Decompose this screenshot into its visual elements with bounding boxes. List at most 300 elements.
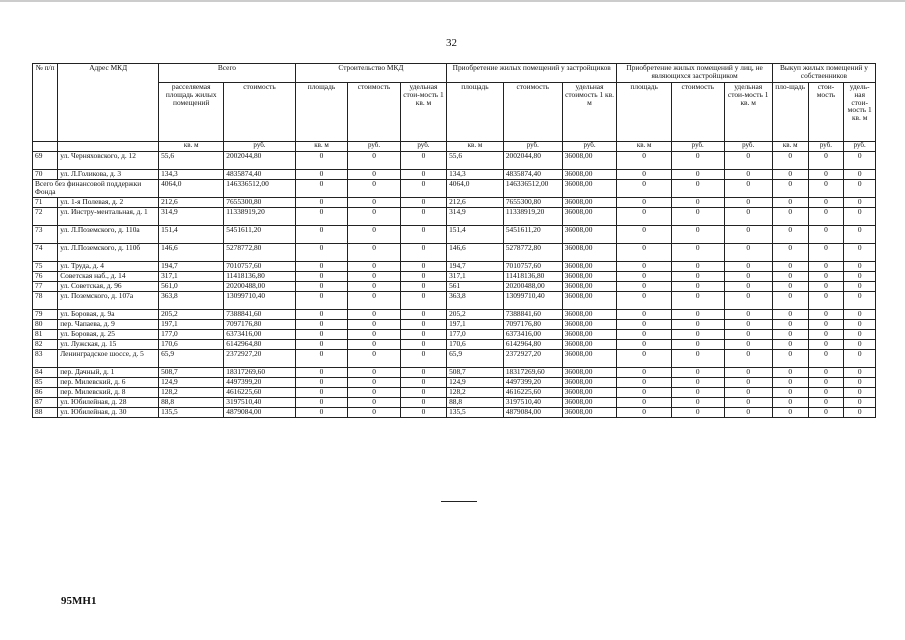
- cell-o3: 0: [724, 368, 772, 378]
- cell-o2: 0: [671, 180, 724, 198]
- cell-b1: 0: [772, 244, 808, 262]
- row-number: 72: [33, 208, 58, 226]
- header-acq-other: Приобретение жилых помещений у лиц, не являющихся застройщиком: [617, 64, 773, 83]
- cell-area: 194,7: [159, 262, 224, 272]
- cell-d3: 36008,00: [562, 340, 617, 350]
- cell-d2: 7097176,80: [503, 320, 562, 330]
- cell-c1: 0: [295, 408, 348, 418]
- subheader-cost: стоимость: [671, 83, 724, 142]
- header-address: Адрес МКД: [58, 64, 159, 142]
- cell-d2: 5278772,80: [503, 244, 562, 262]
- cell-o2: 0: [671, 226, 724, 244]
- cell-b3: 0: [844, 226, 876, 244]
- row-address: ул. Юбилейная, д. 28: [58, 398, 159, 408]
- cell-b2: 0: [808, 198, 844, 208]
- cell-o3: 0: [724, 272, 772, 282]
- cell-d3: 36008,00: [562, 180, 617, 198]
- cell-b1: 0: [772, 378, 808, 388]
- unit-sqm: кв. м: [447, 142, 504, 152]
- cell-b2: 0: [808, 272, 844, 282]
- cell-d3: 36008,00: [562, 330, 617, 340]
- row-address: пер. Милевский, д. 6: [58, 378, 159, 388]
- cell-c3: 0: [400, 170, 446, 180]
- cell-b1: 0: [772, 408, 808, 418]
- cell-d3: 36008,00: [562, 408, 617, 418]
- cell-area: 205,2: [159, 310, 224, 320]
- subheader-area: пло-щадь: [772, 83, 808, 142]
- row-address: пер. Чапаева, д. 9: [58, 320, 159, 330]
- cell-b2: 0: [808, 340, 844, 350]
- cell-o2: 0: [671, 388, 724, 398]
- cell-o1: 0: [617, 152, 672, 170]
- cell-o1: 0: [617, 320, 672, 330]
- cell-b1: 0: [772, 262, 808, 272]
- cell-c3: 0: [400, 282, 446, 292]
- cell-cost: 2002044,80: [224, 152, 295, 170]
- cell-b2: 0: [808, 262, 844, 272]
- cell-cost: 6142964,80: [224, 340, 295, 350]
- cell-o2: 0: [671, 378, 724, 388]
- cell-o3: 0: [724, 408, 772, 418]
- cell-o2: 0: [671, 368, 724, 378]
- cell-c3: 0: [400, 368, 446, 378]
- table-row: [33, 330, 876, 340]
- cell-c3: 0: [400, 330, 446, 340]
- row-address: ул. Черняховского, д. 12: [58, 152, 159, 170]
- subheader-area: площадь: [295, 83, 348, 142]
- cell-d2: 18317269,60: [503, 368, 562, 378]
- cell-c1: 0: [295, 170, 348, 180]
- cell-b1: 0: [772, 368, 808, 378]
- cell-d3: 36008,00: [562, 378, 617, 388]
- cell-c3: 0: [400, 350, 446, 368]
- row-address: пер. Дачный, д. 1: [58, 368, 159, 378]
- cell-b3: 0: [844, 330, 876, 340]
- unit-sqm: кв. м: [295, 142, 348, 152]
- cell-c3: 0: [400, 388, 446, 398]
- cell-b2: 0: [808, 282, 844, 292]
- cell-b3: 0: [844, 388, 876, 398]
- cell-o3: 0: [724, 244, 772, 262]
- table-row: [33, 310, 876, 320]
- unit-cell-empty: [33, 142, 58, 152]
- cell-b3: 0: [844, 310, 876, 320]
- cell-c3: 0: [400, 292, 446, 310]
- cell-o3: 0: [724, 282, 772, 292]
- subheader-cost: стоимость: [503, 83, 562, 142]
- footer-code: 95МН1: [61, 595, 97, 607]
- cell-c2: 0: [348, 350, 401, 368]
- cell-area: 197,1: [159, 320, 224, 330]
- unit-sqm: кв. м: [159, 142, 224, 152]
- cell-d2: 4616225,60: [503, 388, 562, 398]
- cell-c1: 0: [295, 388, 348, 398]
- cell-b2: 0: [808, 330, 844, 340]
- cell-d1: 508,7: [447, 368, 504, 378]
- separator-line: [441, 501, 477, 502]
- cell-c1: 0: [295, 272, 348, 282]
- cell-b2: 0: [808, 180, 844, 198]
- cell-area: 177,0: [159, 330, 224, 340]
- cell-c3: 0: [400, 398, 446, 408]
- row-address: ул. Боровая, д. 9а: [58, 310, 159, 320]
- cell-b3: 0: [844, 398, 876, 408]
- subheader-cost: стои-мость: [808, 83, 844, 142]
- cell-o1: 0: [617, 262, 672, 272]
- row-address: ул. Юбилейная, д. 30: [58, 408, 159, 418]
- cell-c3: 0: [400, 244, 446, 262]
- row-number: 85: [33, 378, 58, 388]
- cell-b1: 0: [772, 350, 808, 368]
- cell-o1: 0: [617, 330, 672, 340]
- cell-cost: 11338919,20: [224, 208, 295, 226]
- cell-o1: 0: [617, 388, 672, 398]
- cell-c2: 0: [348, 378, 401, 388]
- cell-o1: 0: [617, 170, 672, 180]
- cell-b2: 0: [808, 310, 844, 320]
- cell-b1: 0: [772, 310, 808, 320]
- cell-area: 314,9: [159, 208, 224, 226]
- cell-cost: 13099710,40: [224, 292, 295, 310]
- cell-d1: 197,1: [447, 320, 504, 330]
- cell-cost: 7010757,60: [224, 262, 295, 272]
- table-row: [33, 368, 876, 378]
- cell-d2: 4497399,20: [503, 378, 562, 388]
- cell-d2: 4835874,40: [503, 170, 562, 180]
- cell-c2: 0: [348, 320, 401, 330]
- table-row: [33, 388, 876, 398]
- cell-d2: 2372927,20: [503, 350, 562, 368]
- cell-c1: 0: [295, 330, 348, 340]
- cell-d1: 317,1: [447, 272, 504, 282]
- cell-cost: 20200488,00: [224, 282, 295, 292]
- cell-b1: 0: [772, 388, 808, 398]
- cell-cost: 3197510,40: [224, 398, 295, 408]
- cell-c2: 0: [348, 310, 401, 320]
- cell-o2: 0: [671, 350, 724, 368]
- cell-area: 55,6: [159, 152, 224, 170]
- cell-c1: 0: [295, 292, 348, 310]
- cell-c1: 0: [295, 152, 348, 170]
- cell-b3: 0: [844, 244, 876, 262]
- subheader-cost: стоимость: [348, 83, 401, 142]
- cell-b3: 0: [844, 180, 876, 198]
- cell-cost: 4835874,40: [224, 170, 295, 180]
- cell-area: 4064,0: [159, 180, 224, 198]
- cell-cost: 4616225,60: [224, 388, 295, 398]
- cell-area: 151,4: [159, 226, 224, 244]
- cell-d1: 212,6: [447, 198, 504, 208]
- cell-o2: 0: [671, 398, 724, 408]
- cell-c2: 0: [348, 208, 401, 226]
- cell-b2: 0: [808, 368, 844, 378]
- cell-b3: 0: [844, 170, 876, 180]
- cell-b2: 0: [808, 350, 844, 368]
- cell-o2: 0: [671, 262, 724, 272]
- cell-o2: 0: [671, 152, 724, 170]
- row-number: 83: [33, 350, 58, 368]
- cell-o1: 0: [617, 350, 672, 368]
- cell-d1: 65,9: [447, 350, 504, 368]
- cell-o2: 0: [671, 208, 724, 226]
- row-address: ул. Боровая, д. 25: [58, 330, 159, 340]
- cell-b1: 0: [772, 226, 808, 244]
- table-row: [33, 340, 876, 350]
- cell-c2: 0: [348, 292, 401, 310]
- cell-o3: 0: [724, 180, 772, 198]
- cell-d3: 36008,00: [562, 262, 617, 272]
- row-address: ул. Лужская, д. 15: [58, 340, 159, 350]
- cell-cost: 146336512,00: [224, 180, 295, 198]
- cell-o1: 0: [617, 208, 672, 226]
- cell-b2: 0: [808, 244, 844, 262]
- unit-rub: руб.: [503, 142, 562, 152]
- cell-b1: 0: [772, 208, 808, 226]
- cell-d2: 5451611,20: [503, 226, 562, 244]
- table-body: [33, 152, 876, 418]
- subheader-cost: стоимость: [224, 83, 295, 142]
- cell-b3: 0: [844, 378, 876, 388]
- table-row: [33, 244, 876, 262]
- table-row: [33, 208, 876, 226]
- table-row: [33, 272, 876, 282]
- cell-area: 134,3: [159, 170, 224, 180]
- cell-d3: 36008,00: [562, 310, 617, 320]
- cell-b1: 0: [772, 292, 808, 310]
- cell-o1: 0: [617, 292, 672, 310]
- cell-o2: 0: [671, 244, 724, 262]
- cell-area: 363,8: [159, 292, 224, 310]
- cell-b3: 0: [844, 368, 876, 378]
- row-address: ул. Л.Поземского, д. 110б: [58, 244, 159, 262]
- cell-o1: 0: [617, 180, 672, 198]
- cell-c2: 0: [348, 408, 401, 418]
- cell-area: 65,9: [159, 350, 224, 368]
- cell-b1: 0: [772, 340, 808, 350]
- cell-cost: 11418136,80: [224, 272, 295, 282]
- cell-o1: 0: [617, 310, 672, 320]
- unit-rub: руб.: [562, 142, 617, 152]
- row-number: 69: [33, 152, 58, 170]
- cell-b3: 0: [844, 340, 876, 350]
- cell-o3: 0: [724, 310, 772, 320]
- cell-o3: 0: [724, 292, 772, 310]
- cell-d2: 7010757,60: [503, 262, 562, 272]
- cell-b1: 0: [772, 282, 808, 292]
- row-number: 81: [33, 330, 58, 340]
- cell-cost: 5278772,80: [224, 244, 295, 262]
- cell-cost: 7097176,80: [224, 320, 295, 330]
- table-row: [33, 226, 876, 244]
- cell-b3: 0: [844, 262, 876, 272]
- unit-rub: руб.: [844, 142, 876, 152]
- cell-o3: 0: [724, 262, 772, 272]
- row-address: пер. Милевский, д. 8: [58, 388, 159, 398]
- cell-d1: 146,6: [447, 244, 504, 262]
- cell-d3: 36008,00: [562, 208, 617, 226]
- cell-c2: 0: [348, 226, 401, 244]
- cell-b1: 0: [772, 272, 808, 282]
- cell-cost: 2372927,20: [224, 350, 295, 368]
- cell-o3: 0: [724, 350, 772, 368]
- cell-b1: 0: [772, 152, 808, 170]
- cell-d2: 2002044,80: [503, 152, 562, 170]
- cell-o3: 0: [724, 320, 772, 330]
- housing-table: [32, 63, 876, 418]
- cell-d2: 7655300,80: [503, 198, 562, 208]
- cell-o1: 0: [617, 398, 672, 408]
- cell-b3: 0: [844, 198, 876, 208]
- cell-b1: 0: [772, 198, 808, 208]
- cell-b1: 0: [772, 320, 808, 330]
- unit-rub: руб.: [400, 142, 446, 152]
- cell-o3: 0: [724, 388, 772, 398]
- cell-d2: 11418136,80: [503, 272, 562, 282]
- cell-o1: 0: [617, 226, 672, 244]
- header-no: № п/п: [33, 64, 58, 142]
- cell-d1: 170,6: [447, 340, 504, 350]
- row-number: 71: [33, 198, 58, 208]
- cell-cost: 6373416,00: [224, 330, 295, 340]
- row-address: ул. 1-я Полевая, д. 2: [58, 198, 159, 208]
- cell-c3: 0: [400, 340, 446, 350]
- row-number: 87: [33, 398, 58, 408]
- header-acq-dev: Приобретение жилых помещений у застройщиков: [447, 64, 617, 83]
- cell-c2: 0: [348, 170, 401, 180]
- cell-c3: 0: [400, 320, 446, 330]
- cell-d1: 194,7: [447, 262, 504, 272]
- cell-d2: 4879084,00: [503, 408, 562, 418]
- cell-c1: 0: [295, 340, 348, 350]
- header-total: Всего: [159, 64, 296, 83]
- row-number: 77: [33, 282, 58, 292]
- cell-c1: 0: [295, 262, 348, 272]
- cell-b1: 0: [772, 398, 808, 408]
- cell-c3: 0: [400, 310, 446, 320]
- cell-b2: 0: [808, 320, 844, 330]
- cell-d1: 124,9: [447, 378, 504, 388]
- cell-b3: 0: [844, 152, 876, 170]
- cell-d3: 36008,00: [562, 152, 617, 170]
- row-address: Ленинградское шоссе, д. 5: [58, 350, 159, 368]
- cell-d3: 36008,00: [562, 226, 617, 244]
- cell-o3: 0: [724, 330, 772, 340]
- unit-sqm: кв. м: [617, 142, 672, 152]
- cell-b3: 0: [844, 272, 876, 282]
- cell-d3: 36008,00: [562, 388, 617, 398]
- cell-b2: 0: [808, 408, 844, 418]
- cell-o3: 0: [724, 198, 772, 208]
- cell-c2: 0: [348, 398, 401, 408]
- cell-d3: 36008,00: [562, 350, 617, 368]
- cell-b1: 0: [772, 330, 808, 340]
- table-row: [33, 320, 876, 330]
- cell-d1: 134,3: [447, 170, 504, 180]
- unit-rub: руб.: [671, 142, 724, 152]
- cell-area: 508,7: [159, 368, 224, 378]
- cell-d3: 36008,00: [562, 170, 617, 180]
- cell-b2: 0: [808, 292, 844, 310]
- row-address: ул. Л.Поземского, д. 110а: [58, 226, 159, 244]
- cell-o2: 0: [671, 272, 724, 282]
- cell-b2: 0: [808, 388, 844, 398]
- cell-c1: 0: [295, 180, 348, 198]
- cell-b2: 0: [808, 208, 844, 226]
- cell-area: 88,8: [159, 398, 224, 408]
- cell-o2: 0: [671, 198, 724, 208]
- cell-o2: 0: [671, 282, 724, 292]
- cell-d1: 135,5: [447, 408, 504, 418]
- cell-o2: 0: [671, 310, 724, 320]
- cell-c2: 0: [348, 262, 401, 272]
- row-number: 70: [33, 170, 58, 180]
- row-number: 78: [33, 292, 58, 310]
- cell-o3: 0: [724, 226, 772, 244]
- row-number: 82: [33, 340, 58, 350]
- cell-c3: 0: [400, 208, 446, 226]
- cell-c3: 0: [400, 152, 446, 170]
- cell-c2: 0: [348, 244, 401, 262]
- cell-area: 124,9: [159, 378, 224, 388]
- cell-o2: 0: [671, 292, 724, 310]
- cell-c2: 0: [348, 180, 401, 198]
- cell-c3: 0: [400, 408, 446, 418]
- cell-d1: 151,4: [447, 226, 504, 244]
- table-row: [33, 198, 876, 208]
- cell-cost: 4879084,00: [224, 408, 295, 418]
- cell-d1: 55,6: [447, 152, 504, 170]
- subheader-unit-cost: удельная стоимость 1 кв. м: [562, 83, 617, 142]
- cell-d1: 363,8: [447, 292, 504, 310]
- cell-c1: 0: [295, 378, 348, 388]
- cell-b2: 0: [808, 398, 844, 408]
- cell-c2: 0: [348, 340, 401, 350]
- cell-d3: 36008,00: [562, 292, 617, 310]
- cell-o2: 0: [671, 320, 724, 330]
- cell-d1: 4064,0: [447, 180, 504, 198]
- table-row: [33, 180, 876, 198]
- cell-o3: 0: [724, 208, 772, 226]
- cell-o2: 0: [671, 330, 724, 340]
- cell-o1: 0: [617, 244, 672, 262]
- row-number: 74: [33, 244, 58, 262]
- cell-c3: 0: [400, 180, 446, 198]
- cell-cost: 7388841,60: [224, 310, 295, 320]
- cell-d3: 36008,00: [562, 272, 617, 282]
- subheader-area: площадь: [617, 83, 672, 142]
- cell-c3: 0: [400, 272, 446, 282]
- cell-d2: 7388841,60: [503, 310, 562, 320]
- cell-o3: 0: [724, 340, 772, 350]
- cell-o3: 0: [724, 170, 772, 180]
- cell-d3: 36008,00: [562, 244, 617, 262]
- cell-c1: 0: [295, 310, 348, 320]
- cell-area: 561,0: [159, 282, 224, 292]
- cell-b2: 0: [808, 378, 844, 388]
- cell-o3: 0: [724, 152, 772, 170]
- cell-b1: 0: [772, 180, 808, 198]
- cell-b2: 0: [808, 152, 844, 170]
- row-address: Советская наб., д. 14: [58, 272, 159, 282]
- cell-c2: 0: [348, 330, 401, 340]
- unit-rub: руб.: [224, 142, 295, 152]
- table-row: [33, 282, 876, 292]
- row-address: ул. Инстру-ментальная, д. 1: [58, 208, 159, 226]
- row-number: 80: [33, 320, 58, 330]
- subheader-unit-cost: удель-ная стои-мость 1 кв. м: [844, 83, 876, 142]
- table-row: [33, 350, 876, 368]
- cell-d1: 88,8: [447, 398, 504, 408]
